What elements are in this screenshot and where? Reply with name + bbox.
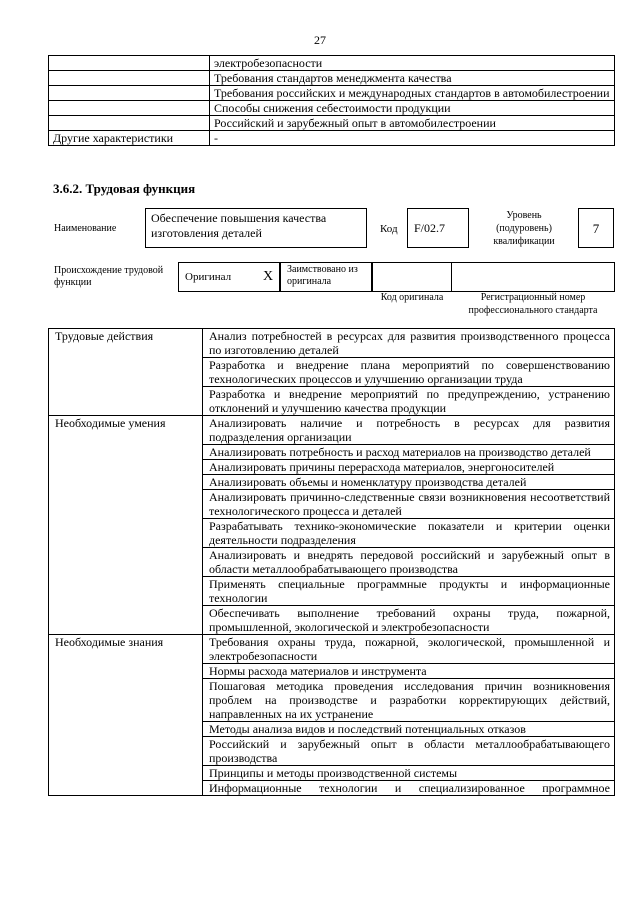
code-label: Код [380, 223, 398, 235]
level-value: 7 [592, 221, 600, 236]
table-cell-text [203, 577, 615, 606]
table-row [49, 116, 615, 131]
table-cell-text [203, 737, 615, 766]
table-cell-text [203, 606, 615, 635]
table-cell-text: Способы снижения себестоимости продукции [210, 101, 615, 116]
table-cell-label [49, 71, 210, 86]
table-cell-label [49, 86, 210, 101]
table-cell-text [203, 766, 615, 781]
reg-number-caption: Регистрационный номер профессионального стандарта [468, 292, 598, 316]
name-label: Наименование [54, 223, 117, 234]
labor-function-table [48, 328, 615, 796]
borrowed-label: Заимствовано из оригинала [287, 264, 358, 287]
item-text: Методы анализа видов и последствий потенциальных отказов [209, 722, 526, 736]
item-text: Российский и зарубежный опыт в области металлообрабатывающего производства [209, 737, 610, 765]
table-cell-text [203, 445, 615, 460]
table-cell-text [203, 460, 615, 475]
table-cell-text: электробезопасности [210, 56, 615, 71]
table-cell-text [203, 416, 615, 445]
group-label: Необходимые знания [49, 635, 203, 796]
table-cell-text [203, 679, 615, 722]
item-text: Анализ потребностей в ресурсах для развития производственного процесса по изготовлению деталей [209, 329, 610, 357]
section-heading: 3.6.2. Трудовая функция [53, 181, 196, 196]
code-original-box [372, 262, 452, 292]
table-cell-text [203, 519, 615, 548]
continuation-table [48, 55, 615, 146]
item-text: Информационные технологии и специализированное программное [209, 781, 610, 795]
table-row [49, 131, 615, 146]
group-label: Необходимые умения [49, 416, 203, 635]
table-cell-text [203, 358, 615, 387]
item-text: Применять специальные программные продукты и информационные технологии [209, 577, 610, 605]
table-cell-text [203, 387, 615, 416]
table-cell-text [203, 635, 615, 664]
table-cell-text: Российский и зарубежный опыт в автомобилестроении [210, 116, 615, 131]
table-row [49, 101, 615, 116]
borrowed-box [280, 262, 372, 292]
item-text: Нормы расхода материалов и инструмента [209, 664, 427, 678]
item-text: Анализировать и внедрять передовой российский и зарубежный опыт в области металлообрабатывающего производства [209, 548, 610, 576]
table-cell-text [203, 781, 615, 796]
item-text: Анализировать наличие и потребность в ресурсах для развития подразделения организации [209, 416, 610, 444]
original-mark: X [263, 269, 274, 284]
item-text: Обеспечивать выполнение требований охраны труда, пожарной, промышленной, экологической и электробезопасности [209, 606, 610, 634]
table-row [49, 329, 615, 358]
item-text: Требования охраны труда, пожарной, экологической, промышленной и электробезопасности [209, 635, 610, 663]
code-original-caption: Код оригинала [380, 292, 444, 303]
table-cell-text: Требования российских и международных стандартов в автомобилестроении [210, 86, 615, 101]
level-label: Уровень (подуровень) квалификации [493, 210, 555, 247]
item-text: Разработка и внедрение плана мероприятий по совершенствованию технологических процессов и улучшению организации труда [209, 358, 610, 386]
item-text: Анализировать причинно-следственные связи возникновения несоответствий технологического процесса и деталей [209, 490, 610, 518]
function-name-box [145, 208, 367, 248]
item-text: Анализировать объемы и номенклатуру производства деталей [209, 475, 527, 489]
table-row [49, 71, 615, 86]
origin-label: Происхождение трудовой функции [54, 265, 164, 288]
item-text: Разрабатывать технико-экономические показатели и критерии оценки деятельности подразделения [209, 519, 610, 547]
level-box [578, 208, 614, 248]
table-cell-text [203, 475, 615, 490]
table-row [49, 416, 615, 445]
table-cell-text: Требования стандартов менеджмента качества [210, 71, 615, 86]
item-text: Анализировать потребность и расход материалов на производство деталей [209, 445, 591, 459]
table-cell-label [49, 101, 210, 116]
item-text: Пошаговая методика проведения исследования причин возникновения проблем на производстве и разработки корректирующих действий, направленных на их устранение [209, 679, 610, 721]
table-cell-label [49, 56, 210, 71]
function-name-value: Обеспечение повышения качества изготовления деталей [151, 211, 327, 240]
reg-number-box [451, 262, 615, 292]
original-label: Оригинал [185, 271, 232, 283]
table-cell-text [203, 490, 615, 519]
table-row [49, 635, 615, 664]
table-cell-text: - [210, 131, 615, 146]
table-row [49, 56, 615, 71]
table-cell-text [203, 722, 615, 737]
code-box [407, 208, 469, 248]
original-box [178, 262, 280, 292]
item-text: Принципы и методы производственной системы [209, 766, 458, 780]
table-cell-text [203, 329, 615, 358]
table-row [49, 86, 615, 101]
page-number: 27 [314, 33, 326, 47]
group-label: Трудовые действия [49, 329, 203, 416]
code-value: F/02.7 [414, 221, 446, 235]
item-text: Анализировать причины перерасхода материалов, энергоносителей [209, 460, 555, 474]
table-cell-text [203, 664, 615, 679]
table-cell-text [203, 548, 615, 577]
table-cell-label [49, 116, 210, 131]
item-text: Разработка и внедрение мероприятий по предупреждению, устранению отклонений и улучшению качества продукции [209, 387, 610, 415]
table-cell-label: Другие характеристики [49, 131, 210, 146]
